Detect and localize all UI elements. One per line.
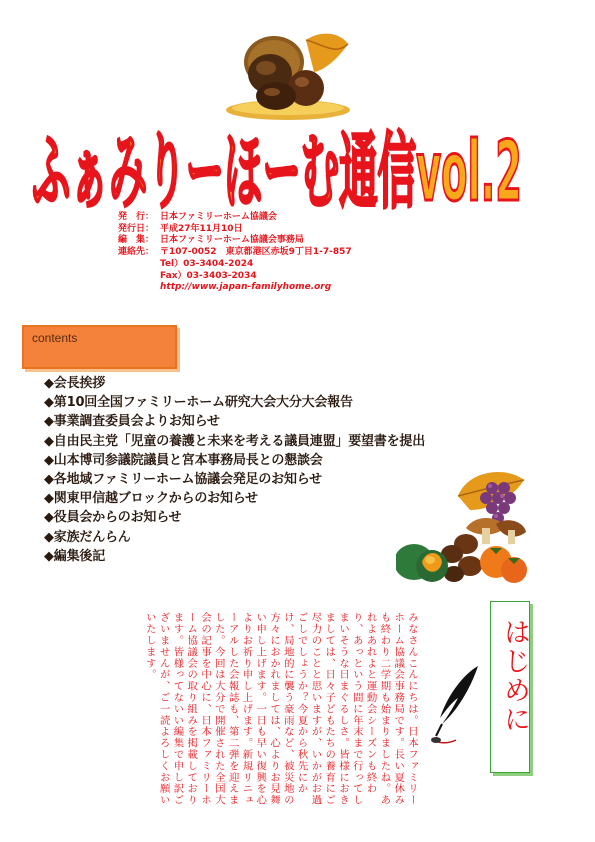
editor: 日本ファミリーホーム協議会事務局 (160, 235, 304, 246)
newsletter-title (30, 90, 570, 230)
contact-label: 連絡先： (118, 247, 155, 258)
publisher: 日本ファミリーホーム協議会 (160, 212, 277, 222)
table-of-contents (44, 374, 425, 566)
toc-item[interactable]: ◆会長挨拶 (44, 376, 105, 391)
editor-label: 編 集： (118, 235, 155, 246)
greeting-text: みなさんこんにちは。日本ファミリーホーム協議会事務局です。長い夏休みも終わり二学期も始まりましたね。あれよあれよと運動会シーズンも終わり、あっという間に年末まで行ってしまいそうな日まぐるしさ。皆様におきましては、日々子どもたちの養育にご尽力のことと思いますが、いかがお過ごしでしょうか？今夏から秋先にかけ、局地的に襲う豪雨など、被災地の方々におかれましては、心よりお見舞い申し上げます。一日も早い復興を心よりお祈り申し上げます。新規リニューアルした会報誌も、第二弾を迎えました。今回は大分で開催された全国大会の記事を中心に、日本ファミリーホーム協議会の取り組みを掲載しております。皆様ってないい編集で申し訳ございませんが、ご一読よろしくお願いいたします。 (143, 612, 418, 806)
contents-box (22, 325, 177, 369)
newsletter-title-text: ふぁみりーほーむ通信vol.2 (32, 123, 522, 220)
website-link[interactable]: http://www.japan-familyhome.org (160, 282, 332, 293)
toc-item[interactable]: ◆家族だんらん (44, 529, 131, 545)
fax: Fax）03-3403-2034 (160, 270, 257, 281)
toc-item[interactable]: ◆第10回全国ファミリーホーム研究大会大分大会報告 (44, 395, 353, 411)
autumn-harvest-illustration (396, 466, 532, 590)
toc-item[interactable]: ◆自由民主党「児童の養護と未来を考える議員連盟」要望書を提出 (44, 433, 425, 449)
toc-item[interactable]: ◆役員会からのお知らせ (44, 510, 182, 526)
publication-info (118, 212, 352, 294)
greeting-section (18, 612, 418, 812)
toc-item[interactable]: ◆山本博司参議院議員と宮本事務局長との懇談会 (44, 452, 323, 468)
introduction-heading: はじめに (499, 618, 530, 734)
quill-pen-icon (428, 664, 482, 746)
introduction-heading-box (490, 601, 530, 773)
publisher-label: 発 行： (118, 212, 155, 222)
address: 〒107-0052 東京都港区赤坂9丁目1-7-857 (160, 247, 352, 258)
issue-date: 平成27年11月10日 (160, 223, 243, 234)
contents-label: contents (32, 331, 78, 345)
tel: Tel）03-3404-2024 (160, 258, 254, 269)
date-label: 発行日： (118, 223, 155, 234)
toc-item[interactable]: ◆事業調査委員会よりお知らせ (44, 414, 220, 430)
toc-item[interactable]: ◆編集後記 (44, 548, 105, 564)
toc-item[interactable]: ◆各地域ファミリーホーム協議会発足のお知らせ (44, 472, 322, 488)
toc-item[interactable]: ◆関東甲信越ブロックからのお知らせ (44, 491, 258, 507)
